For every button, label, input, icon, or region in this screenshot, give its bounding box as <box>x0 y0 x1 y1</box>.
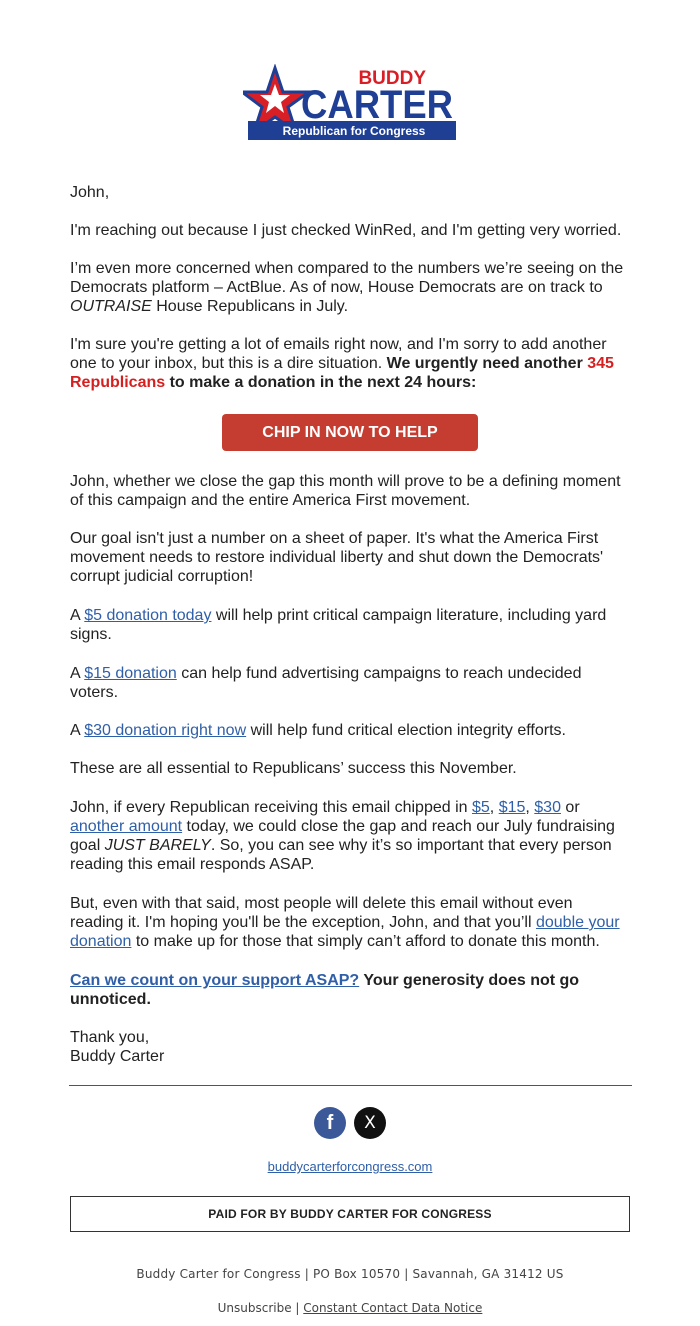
footer-divider <box>69 1085 632 1086</box>
double-donation-link[interactable]: double your donation <box>70 914 620 950</box>
paragraph-actblue: I’m even more concerned when compared to the numbers we’re seeing on the Democrats platform – ActBlue. As of now, House Democrats are on track to OUTRAISE House Republicans in July. <box>70 260 624 315</box>
website-row <box>0 1159 700 1174</box>
chip-in-button[interactable]: CHIP IN NOW TO HELP <box>222 414 478 451</box>
paragraph-defining-moment: John, whether we close the gap this month will prove to be a defining moment of this campaign and the entire America First movement. <box>70 473 621 509</box>
footer-links: Unsubscribe | Constant Contact Data Notice <box>217 1301 483 1315</box>
facebook-icon[interactable]: f <box>314 1107 346 1139</box>
paragraph-support: Can we count on your support ASAP? Your generosity does not go unnoticed. <box>70 972 580 1008</box>
x-icon[interactable]: X <box>354 1107 386 1139</box>
support-asap-link[interactable]: Can we count on your support ASAP? <box>70 972 360 989</box>
data-notice-link[interactable]: Constant Contact Data Notice <box>303 1301 483 1315</box>
paragraph-30-donation: A $30 donation right now will help fund critical election integrity efforts. <box>70 722 566 739</box>
mailing-address: Buddy Carter for Congress | PO Box 10570 | Savannah, GA 31412 US <box>136 1267 564 1281</box>
paragraph-15-donation: A $15 donation can help fund advertising campaigns to reach undecided voters. <box>70 665 582 701</box>
campaign-logo <box>243 64 458 144</box>
outraise-emphasis: OUTRAISE <box>70 298 152 315</box>
just-barely-emphasis: JUST BARELY <box>104 837 211 854</box>
paid-for-disclaimer: PAID FOR BY BUDDY CARTER FOR CONGRESS <box>70 1196 630 1232</box>
donate-5-link[interactable]: $5 <box>472 799 490 816</box>
republicans-count: 345 Republicans <box>70 355 614 391</box>
donate-15-inline-link[interactable]: $15 <box>498 799 526 816</box>
paragraph-chip-in: John, if every Republican receiving this email chipped in $5, $15, $30 or another amount today, we could close the gap and reach our July fundraising goal JUST BARELY. So, you can see why it’s so important that every person reading this email responds ASAP. <box>70 799 615 873</box>
logo-top-name: BUDDY <box>358 68 426 89</box>
paragraph-5-donation: A $5 donation today will help print critical campaign literature, including yard signs. <box>70 607 607 643</box>
donate-30-now-link[interactable]: $30 donation right now <box>84 722 247 739</box>
another-amount-link[interactable]: another amount <box>70 818 183 835</box>
donate-5-today-link[interactable]: $5 donation today <box>84 607 212 624</box>
paragraph-winred: I'm reaching out because I just checked WinRed, and I'm getting very worried. <box>70 222 622 239</box>
website-link[interactable]: buddycarterforcongress.com <box>267 1159 433 1174</box>
logo-main-name: CARTER <box>301 83 454 127</box>
logo-tagline: Republican for Congress <box>282 124 426 138</box>
donate-30-inline-link[interactable]: $30 <box>534 799 561 816</box>
donate-15-link[interactable]: $15 donation <box>84 665 177 682</box>
unsubscribe-link[interactable]: Unsubscribe <box>217 1301 292 1315</box>
paragraph-urgent: I'm sure you're getting a lot of emails right now, and I'm sorry to add another one to your inbox, but this is a dire situation. We urgently need another 345 Republicans to make a donation in the next 24 hours: <box>70 336 614 391</box>
greeting: John, <box>70 184 110 201</box>
signoff: Thank you, Buddy Carter <box>70 1029 165 1065</box>
logo-graphic <box>243 64 458 144</box>
signature-name: Buddy Carter <box>70 1048 165 1065</box>
paragraph-double-donation: But, even with that said, most people will delete this email without even reading it. I'm hoping you'll be the exception, John, and that you’ll double your donation to make up for those that simply can’t afford to donate this month. <box>70 895 620 950</box>
paragraph-goal: Our goal isn't just a number on a sheet of paper. It's what the America First movement needs to restore individual liberty and shut down the Democrats' corrupt judicial corruption! <box>70 530 604 585</box>
paragraph-essential: These are all essential to Republicans’ success this November. <box>70 760 517 777</box>
